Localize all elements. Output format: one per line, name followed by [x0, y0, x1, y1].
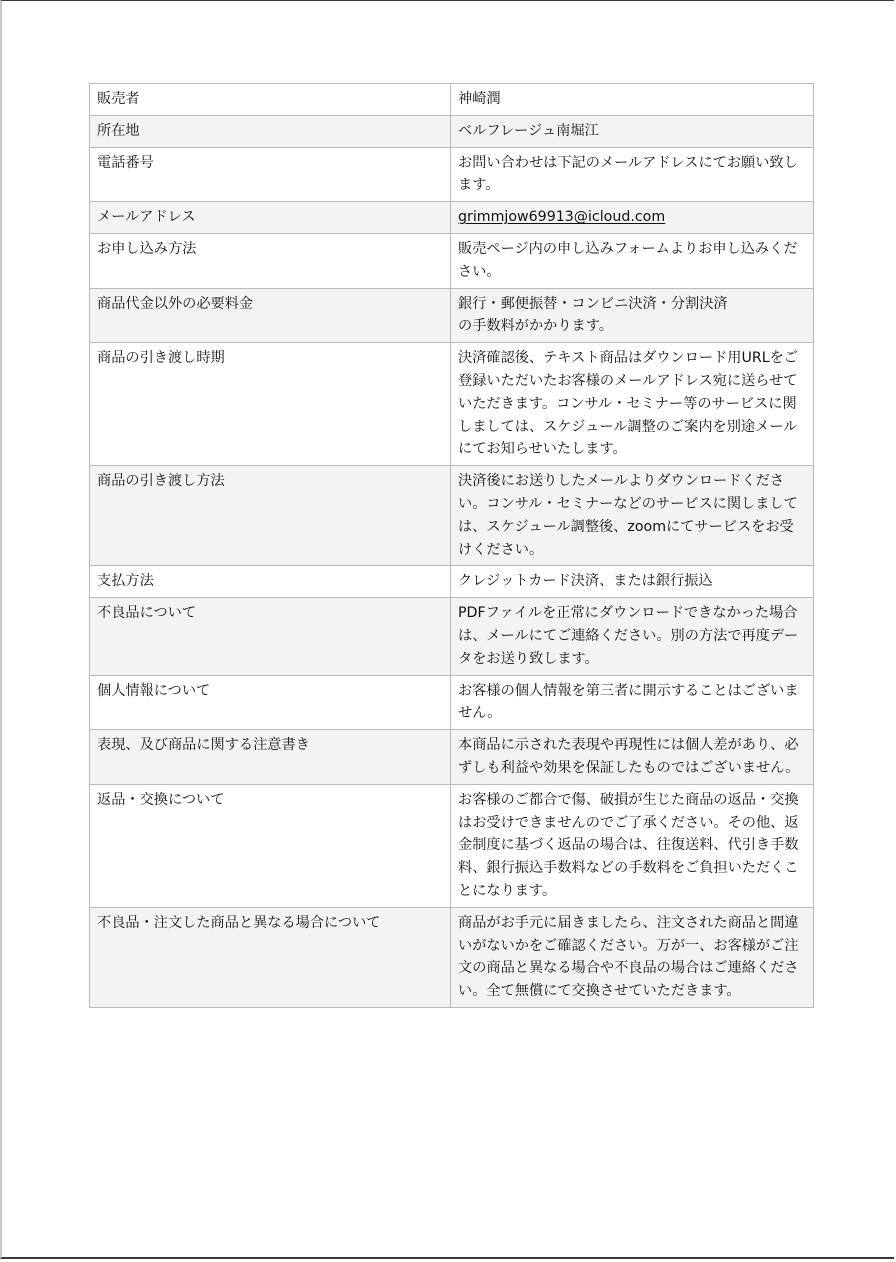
table-row-privacy: [90, 675, 814, 730]
row-label: 不良品について: [90, 598, 451, 675]
row-label: 不良品・注文した商品と異なる場合について: [90, 907, 451, 1007]
row-label: 商品代金以外の必要料金: [90, 288, 451, 343]
table-row-defective-items: [90, 598, 814, 675]
row-label: 商品の引き渡し方法: [90, 466, 451, 566]
legal-notice-table: [89, 83, 814, 1008]
email-link[interactable]: grimmjow69913@icloud.com: [458, 209, 666, 226]
row-label: 電話番号: [90, 147, 451, 202]
table-row-payment-method: [90, 566, 814, 598]
row-value: 決済確認後、テキスト商品はダウンロード用URLをご登録いただいたお客様のメールアドレス宛に送らせていただきます。コンサル・セミナー等のサービスに関しましては、スケジュール調整のご案内を別途メールにてお知らせいたします。: [451, 343, 814, 466]
row-value: PDFファイルを正常にダウンロードできなかった場合は、メールにてご連絡ください。別の方法で再度データをお送り致します。: [451, 598, 814, 675]
row-label: 個人情報について: [90, 675, 451, 730]
row-value: お問い合わせは下記のメールアドレスにてお願い致します。: [451, 147, 814, 202]
row-value: 販売ページ内の申し込みフォームよりお申し込みください。: [451, 233, 814, 288]
row-value: 商品がお手元に届きましたら、注文された商品と間違いがないかをご確認ください。万が一、お客様がご注文の商品と異なる場合や不良品の場合はご連絡ください。全て無償にて交換させていただきます。: [451, 907, 814, 1007]
row-label: 所在地: [90, 115, 451, 147]
row-value: 決済後にお送りしたメールよりダウンロードください。コンサル・セミナーなどのサービスに関しましては、スケジュール調整後、zoomにてサービスをお受けください。: [451, 466, 814, 566]
row-label: 商品の引き渡し時期: [90, 343, 451, 466]
table-row-address: [90, 115, 814, 147]
table-row-phone: [90, 147, 814, 202]
row-label: 支払方法: [90, 566, 451, 598]
row-value: 本商品に示された表現や再現性には個人差があり、必ずしも利益や効果を保証したものではございません。: [451, 730, 814, 785]
table-row-seller: [90, 84, 814, 116]
table-row-wrong-items: [90, 907, 814, 1007]
row-value: [451, 202, 814, 234]
table-row-returns: [90, 784, 814, 907]
row-value: 銀行・郵便振替・コンビニ決済・分割決済 の手数料がかかります。: [451, 288, 814, 343]
table-row-delivery-method: [90, 466, 814, 566]
row-label: 販売者: [90, 84, 451, 116]
row-label: 返品・交換について: [90, 784, 451, 907]
table-row-disclaimer: [90, 730, 814, 785]
row-value: お客様の個人情報を第三者に開示することはございません。: [451, 675, 814, 730]
row-value: ベルフレージュ南堀江: [451, 115, 814, 147]
table-row-email: [90, 202, 814, 234]
row-value: お客様のご都合で傷、破損が生じた商品の返品・交換はお受けできませんのでご了承ください。その他、返金制度に基づく返品の場合は、往復送料、代引き手数料、銀行振込手数料などの手数料をご負担いただくことになります。: [451, 784, 814, 907]
table-row-delivery-time: [90, 343, 814, 466]
row-value: クレジットカード決済、または銀行振込: [451, 566, 814, 598]
row-label: メールアドレス: [90, 202, 451, 234]
table-row-additional-fees: [90, 288, 814, 343]
row-label: お申し込み方法: [90, 233, 451, 288]
row-label: 表現、及び商品に関する注意書き: [90, 730, 451, 785]
row-value: 神崎潤: [451, 84, 814, 116]
table-row-application-method: [90, 233, 814, 288]
